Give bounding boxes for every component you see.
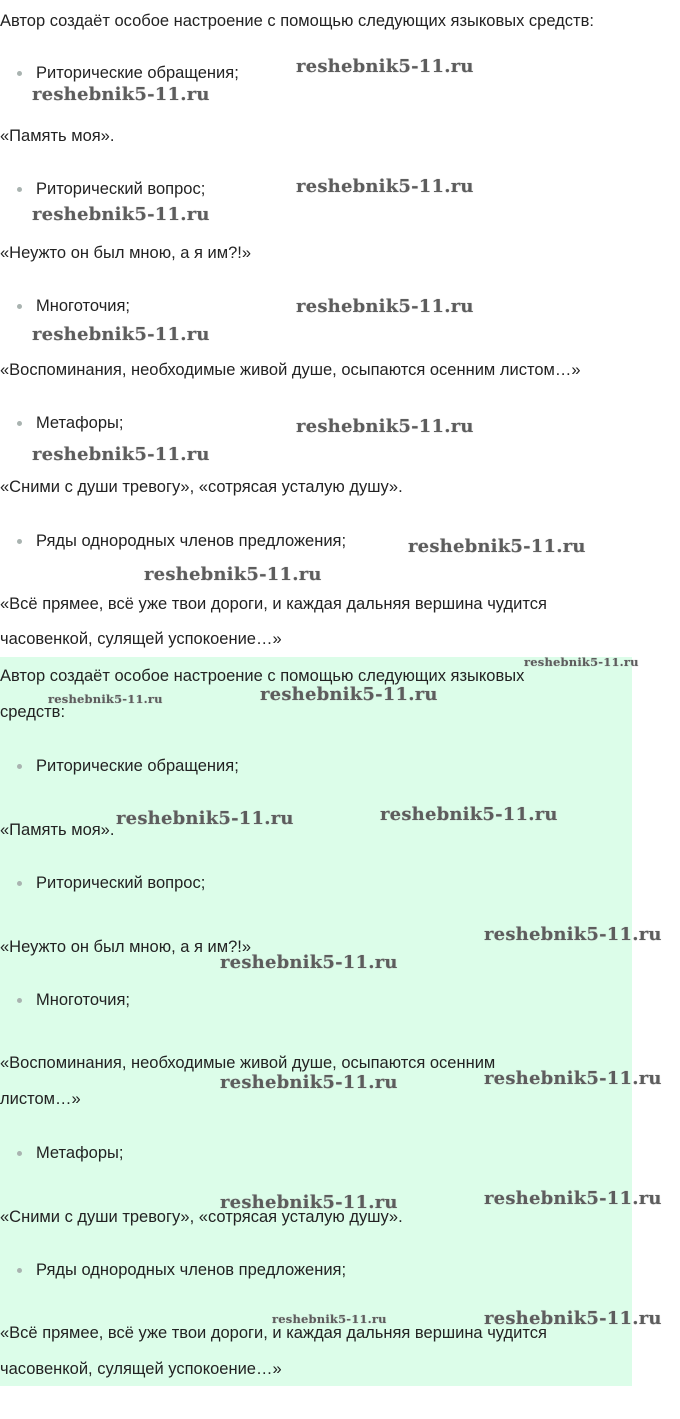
list-item: Метафоры; bbox=[36, 1144, 124, 1162]
example-quote: «Воспоминания, необходимые живой душе, осыпаются осенним bbox=[0, 1054, 496, 1072]
watermark: reshebnik5-11.ru bbox=[484, 924, 662, 945]
watermark: reshebnik5-11.ru bbox=[32, 444, 210, 465]
intro-text: Автор создаёт особое настроение с помощью следующих языковых средств: bbox=[0, 12, 594, 30]
intro-text-continuation: средств: bbox=[0, 703, 66, 721]
bullet-marker bbox=[17, 881, 22, 886]
watermark: reshebnik5-11.ru bbox=[260, 684, 438, 705]
example-quote-continuation: часовенкой, сулящей успокоение…» bbox=[0, 1360, 282, 1378]
example-quote: «Воспоминания, необходимые живой душе, осыпаются осенним листом…» bbox=[0, 361, 581, 379]
watermark: reshebnik5-11.ru bbox=[380, 804, 558, 825]
watermark: reshebnik5-11.ru bbox=[296, 416, 474, 437]
example-quote: «Неужто он был мною, а я им?!» bbox=[0, 938, 252, 956]
bullet-marker bbox=[17, 539, 22, 544]
bullet-marker bbox=[17, 187, 22, 192]
watermark: reshebnik5-11.ru bbox=[220, 952, 398, 973]
watermark: reshebnik5-11.ru bbox=[220, 1072, 398, 1093]
watermark: reshebnik5-11.ru bbox=[48, 692, 163, 706]
example-quote: «Всё прямее, всё уже твои дороги, и каждая дальняя вершина чудится bbox=[0, 1324, 547, 1342]
watermark: reshebnik5-11.ru bbox=[296, 296, 474, 317]
bullet-marker bbox=[17, 304, 22, 309]
example-quote: «Память моя». bbox=[0, 127, 115, 145]
watermark: reshebnik5-11.ru bbox=[296, 176, 474, 197]
watermark: reshebnik5-11.ru bbox=[296, 56, 474, 77]
example-quote: «Неужто он был мною, а я им?!» bbox=[0, 244, 252, 262]
watermark: reshebnik5-11.ru bbox=[524, 655, 639, 669]
example-quote-continuation: часовенкой, сулящей успокоение…» bbox=[0, 630, 282, 648]
example-quote: «Сними с души тревогу», «сотрясая усталую душу». bbox=[0, 478, 403, 496]
list-item: Риторический вопрос; bbox=[36, 180, 206, 198]
bullet-marker bbox=[17, 421, 22, 426]
watermark: reshebnik5-11.ru bbox=[32, 84, 210, 105]
watermark: reshebnik5-11.ru bbox=[220, 1192, 398, 1213]
example-quote: «Сними с души тревогу», «сотрясая усталую душу». bbox=[0, 1208, 403, 1226]
list-item: Риторические обращения; bbox=[36, 64, 239, 82]
bullet-marker bbox=[17, 1151, 22, 1156]
list-item: Ряды однородных членов предложения; bbox=[36, 532, 347, 550]
list-item: Ряды однородных членов предложения; bbox=[36, 1261, 347, 1279]
list-item: Метафоры; bbox=[36, 414, 124, 432]
watermark: reshebnik5-11.ru bbox=[484, 1188, 662, 1209]
bullet-marker bbox=[17, 998, 22, 1003]
watermark: reshebnik5-11.ru bbox=[484, 1308, 662, 1329]
watermark: reshebnik5-11.ru bbox=[116, 808, 294, 829]
example-quote: «Память моя». bbox=[0, 821, 115, 839]
watermark: reshebnik5-11.ru bbox=[408, 536, 586, 557]
intro-text: Автор создаёт особое настроение с помощью следующих языковых bbox=[0, 667, 525, 685]
bullet-marker bbox=[17, 71, 22, 76]
watermark: reshebnik5-11.ru bbox=[32, 324, 210, 345]
list-item: Многоточия; bbox=[36, 991, 131, 1009]
bullet-marker bbox=[17, 1268, 22, 1273]
list-item: Многоточия; bbox=[36, 297, 131, 315]
list-item: Риторический вопрос; bbox=[36, 874, 206, 892]
watermark: reshebnik5-11.ru bbox=[484, 1068, 662, 1089]
watermark: reshebnik5-11.ru bbox=[272, 1312, 387, 1326]
example-quote: «Всё прямее, всё уже твои дороги, и каждая дальняя вершина чудится bbox=[0, 595, 547, 613]
bullet-marker bbox=[17, 764, 22, 769]
watermark: reshebnik5-11.ru bbox=[32, 204, 210, 225]
watermark: reshebnik5-11.ru bbox=[144, 564, 322, 585]
list-item: Риторические обращения; bbox=[36, 757, 239, 775]
example-quote-continuation: листом…» bbox=[0, 1090, 81, 1108]
